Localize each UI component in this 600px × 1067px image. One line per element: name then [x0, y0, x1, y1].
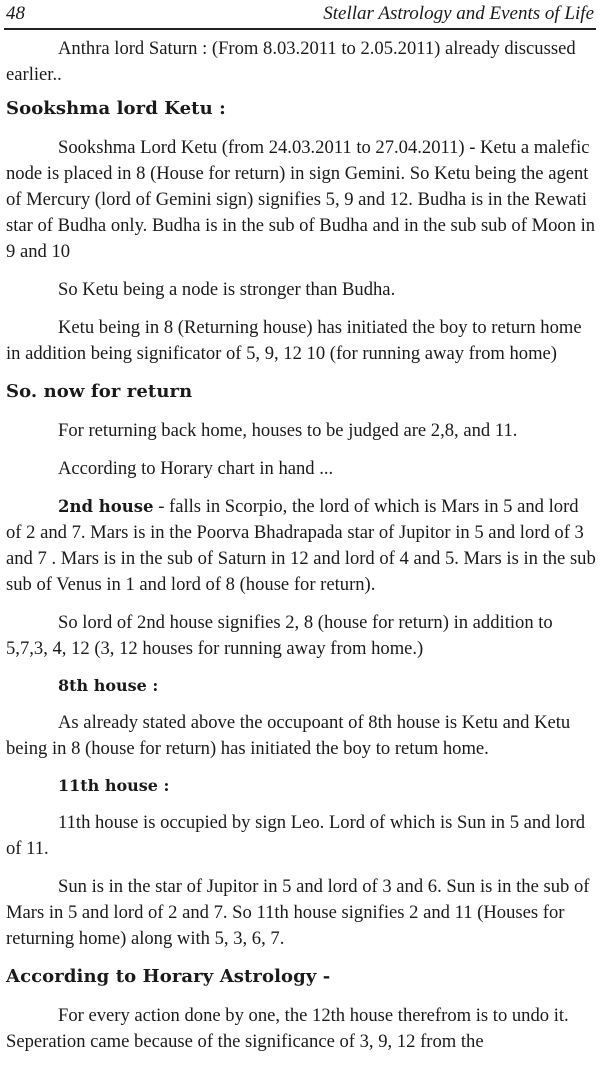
- paragraph-ketu-node: So Ketu being a node is stronger than Budha.: [58, 279, 396, 300]
- paragraph-horary-chart: According to Horary chart in hand ...: [58, 458, 334, 479]
- paragraph-11th-house: 11th house is occupied by sign Leo. Lord of which is Sun in 5 and lord of 11.: [6, 812, 586, 859]
- running-title: Stellar Astrology and Events of Life: [323, 3, 594, 24]
- page-body: [6, 36, 598, 1067]
- header-rule: [4, 28, 596, 30]
- paragraph-ketu-returning: Ketu being in 8 (Returning house) has initiated the boy to return home in addition being significator of 5, 9, 12 10 (for running away from home): [6, 317, 582, 364]
- paragraph-anthra-lord: Anthra lord Saturn : (From 8.03.2011 to 2.05.2011) already discussed earlier..: [6, 38, 576, 85]
- paragraph-8th-house: As already stated above the occupoant of 8th house is Ketu and Ketu being in 8 (house for return) has initiated the boy to retum home.: [6, 712, 571, 759]
- page-header: [0, 0, 600, 30]
- lead-2nd-house: 2nd house: [58, 497, 154, 516]
- paragraph-lord-2nd-house: So lord of 2nd house signifies 2, 8 (house for return) in addition to 5,7,3, 4, 12 (3, 12 houses for running away from home.): [6, 612, 553, 659]
- paragraph-sookshma-ketu: Sookshma Lord Ketu (from 24.03.2011 to 27.04.2011) - Ketu a malefic node is placed in 8 (House for return) in sign Gemini. So Ketu being the agent of Mercury (lord of Gemini sign) signifies 5, 9 and 12. Budha is in the Rewati star of Budha only. Budha is in the sub of Budha and in the sub sub of Moon in 9 and 10: [6, 137, 596, 262]
- subheading-8th-house: 8th house :: [58, 676, 159, 695]
- paragraph-every-action: For every action done by one, the 12th house therefrom is to undo it. Seperation came because of the significance of 3, 9, 12 from the: [6, 1005, 569, 1052]
- paragraph-houses-judged: For returning back home, houses to be judged are 2,8, and 11.: [58, 420, 518, 441]
- heading-sookshma-lord-ketu: Sookshma lord Ketu :: [6, 98, 226, 119]
- text-2nd-house: - falls in Scorpio, the lord of which is Mars in 5 and lord of 2 and 7. Mars is in the Poorva Bhadrapada star of Jupitor in 5 and lord of 3 and 7 . Mars is in the sub of Saturn in 12 and lord of 4 and 5. Mars is in the sub sub of Venus in 1 and lord of 8 (house for return).: [6, 496, 596, 595]
- subheading-11th-house: 11th house :: [58, 776, 170, 795]
- heading-horary-astrology: According to Horary Astrology -: [6, 966, 331, 987]
- paragraph-2nd-house: [6, 494, 598, 598]
- heading-now-for-return: So. now for return: [6, 381, 193, 402]
- page-number: 48: [6, 3, 25, 24]
- paragraph-sun-jupitor: Sun is in the star of Jupitor in 5 and lord of 3 and 6. Sun is in the sub of Mars in 5 and lord of 2 and 7. So 11th house signifies 2 and 11 (Houses for returning home) along with 5, 3, 6, 7.: [6, 876, 590, 949]
